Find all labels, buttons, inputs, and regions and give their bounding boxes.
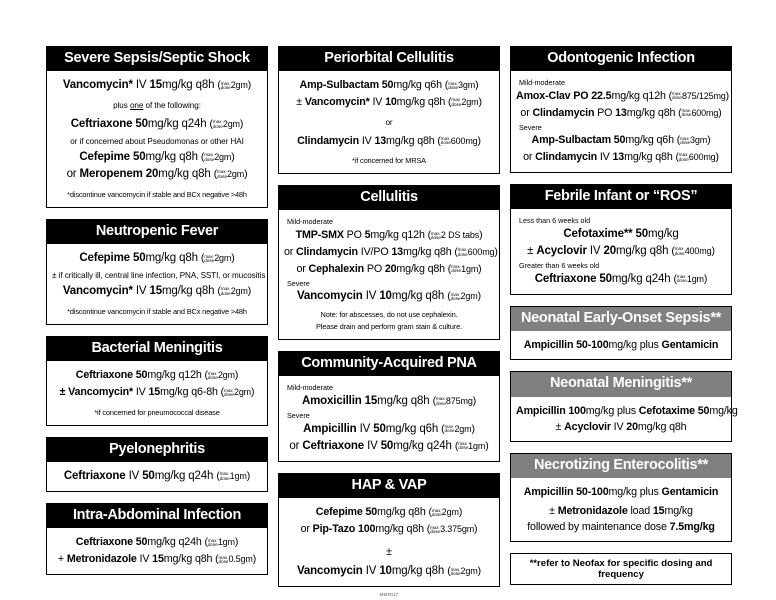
regimen-line <box>284 77 494 94</box>
column-right <box>510 46 738 585</box>
regimen-line <box>516 88 730 105</box>
dose: 50 <box>142 469 155 482</box>
severity-label-mild-moderate: Mild-moderate <box>519 78 565 88</box>
route: IV <box>610 420 627 433</box>
regimen-line <box>52 77 262 94</box>
max-dose-value: 1gm <box>468 440 486 451</box>
frequency: mg/kg q12h <box>370 229 428 242</box>
max-dose: ( max dose 600mg) <box>678 106 722 119</box>
frequency: mg/kg q8h <box>637 420 687 433</box>
max-dose-value: 400mg <box>684 245 712 256</box>
drug-name: Ampicillin 50-100 <box>523 339 609 352</box>
drug-name: Cefotaxime** 50 <box>563 227 649 240</box>
dose: 20 <box>626 420 638 433</box>
max-dose: ( max dose 2gm) <box>428 506 463 519</box>
max-dose-value: 600mg <box>691 107 719 118</box>
drug-name: Meropenem 20 <box>79 168 159 181</box>
route: IV <box>125 469 143 482</box>
max-dose-value: 1gm <box>217 537 235 548</box>
frequency: mg/kg q8h <box>386 134 438 147</box>
frequency: mg/kg q8h <box>626 106 679 119</box>
dose: 7.5mg/kg <box>669 521 715 534</box>
max-dose: ( max dose 1gm) <box>673 272 708 285</box>
column-left <box>46 46 268 586</box>
max-dose: ( max dose 2gm) <box>217 285 252 298</box>
regimen-line: or Clindamycin IV 13mg/kg q8h ( max dose 600mg) <box>523 151 719 164</box>
drug-name: Ceftriaxone 50 <box>534 272 612 285</box>
route: IV <box>133 386 149 399</box>
severity-label-severe: Severe <box>519 122 542 132</box>
regimen-line <box>52 534 262 551</box>
regimen-line: ± Vancomycin* IV 10mg/kg q8h ( max dose 2gm) <box>296 96 482 109</box>
route: IV <box>362 565 380 578</box>
max-dose-value: 2gm <box>217 370 235 381</box>
drug-name: Ampicillin <box>303 422 357 435</box>
panel-columns <box>46 46 738 598</box>
panel-body <box>47 361 267 424</box>
regimen-line: Ampicillin 50-100mg/kg plus Gentamicin <box>523 339 719 352</box>
max-dose-value: 2gm <box>461 97 479 108</box>
max-dose-value: 0.5gm <box>228 554 253 565</box>
route: IV <box>369 96 386 109</box>
drug-name: Gentamicin <box>661 339 719 352</box>
note-line: Please drain and perform gram stain & culture. <box>316 322 462 332</box>
frequency: mg/kg q8h <box>396 262 448 275</box>
regimen-line <box>284 504 494 521</box>
route: PO <box>364 262 385 275</box>
regimen-line <box>516 226 726 243</box>
regimen-line <box>284 227 494 244</box>
panel-body <box>47 462 267 491</box>
max-dose: ( max dose 2gm) <box>213 168 248 181</box>
panel-neonatal-meningitis <box>510 371 738 441</box>
age-label-less-than-6-weeks: Less than 6 weeks old <box>519 216 591 226</box>
max-dose: ( max dose 875mg) <box>432 394 477 407</box>
panel-community-acquired-pna <box>278 351 500 462</box>
panel-bacterial-meningitis <box>46 336 268 426</box>
regimen-line: + Metronidazole IV 15mg/kg q8h ( max dose 0.5gm) <box>57 553 257 566</box>
max-dose-value: 1gm <box>686 273 704 284</box>
dose: 15 <box>652 505 665 518</box>
frequency: mg/kg q24h <box>611 272 674 285</box>
dose: 10 <box>379 290 392 303</box>
drug-name: Clindamycin <box>296 245 358 258</box>
max-dose: ( max dose 875/125mg) <box>668 89 730 102</box>
drug-name: Vancomycin* <box>62 285 133 298</box>
regimen-line: ± Acyclovir IV 20mg/kg q8h <box>555 420 687 433</box>
severity-label-severe: Severe <box>287 278 310 288</box>
max-dose-value: 875/125mg <box>681 90 726 101</box>
panel-title: HAP & VAP <box>279 474 499 498</box>
regimen-line: or Pip-Tazo 100mg/kg q8h ( max dose 3.375gm) <box>300 523 478 536</box>
frequency: mg/kg q6h <box>625 134 677 147</box>
condition-note: ± if critically ill, central line infection, PNA, SSTI, or mucositis <box>52 271 266 281</box>
dose: 13 <box>391 245 403 258</box>
panel-body <box>511 397 738 441</box>
drug-name: Acyclovir <box>536 244 587 257</box>
drug-name: Clindamycin <box>532 106 595 119</box>
drug-name: Ceftriaxone <box>63 469 126 482</box>
panel-footnote: *discontinue vancomycin if stable and BCx negative >48h <box>67 190 247 200</box>
panel-footnote: *if concerned for pneumococcal disease <box>94 407 220 417</box>
frequency: mg/kg q24h <box>147 536 205 549</box>
panel-body <box>279 71 499 173</box>
max-dose-value: 600mg <box>467 246 495 257</box>
route: IV <box>132 285 150 298</box>
max-dose: ( max dose 3.375gm) <box>426 523 478 536</box>
max-dose: ( max dose 2gm) <box>448 96 482 109</box>
route: PO <box>594 106 616 119</box>
route: IV <box>359 134 375 147</box>
regimen-line <box>52 468 262 485</box>
regimen-line <box>284 421 494 438</box>
max-dose: ( max dose 600mg) <box>675 151 719 164</box>
frequency: mg/kg q6h <box>393 79 445 92</box>
max-dose-value: 2 DS tabs <box>440 230 480 241</box>
drug-name: Cefepime 50 <box>79 150 146 163</box>
max-dose-value: 3gm <box>458 80 476 91</box>
drug-name: Amp-Sulbactam 50 <box>299 79 394 92</box>
panel-title: Community-Acquired PNA <box>279 352 499 376</box>
frequency: mg/kg q12h <box>147 369 205 382</box>
panel-title: Periorbital Cellulitis <box>279 47 499 71</box>
frequency: mg/kg q8h <box>391 290 448 303</box>
regimen-line <box>284 393 494 410</box>
max-dose-value: 2gm <box>460 566 478 577</box>
drug-name: Cephalexin <box>308 262 365 275</box>
dose: 13 <box>374 134 387 147</box>
panel-necrotizing-enterocolitis <box>510 453 732 543</box>
sheet-code: MM#017 <box>379 592 399 598</box>
frequency: mg/kg q8h <box>161 79 218 92</box>
panel-body <box>279 376 499 461</box>
regimen-line <box>52 116 262 133</box>
panel-body <box>511 209 731 294</box>
regimen-line: ± Acyclovir IV 20mg/kg q8h ( max dose 400mg) <box>527 244 715 257</box>
max-dose: ( max dose 2gm) <box>447 290 481 303</box>
max-dose: ( max dose 1gm) <box>447 262 482 275</box>
max-dose: ( max dose 600mg) <box>454 245 498 258</box>
regimen-line <box>52 283 262 300</box>
dose: 10 <box>379 565 392 578</box>
dose: 15 <box>148 386 161 399</box>
severity-label-severe: Severe <box>287 411 310 421</box>
max-dose-value: 2gm <box>227 169 245 180</box>
frequency: mg/kg q8h <box>624 151 676 164</box>
max-dose-value: 2gm <box>230 80 248 91</box>
panel-intra-abdominal-infection <box>46 503 268 575</box>
max-dose-value: 1gm <box>229 470 247 481</box>
max-dose-value: 875mg <box>445 395 473 406</box>
route: IV <box>362 290 380 303</box>
regimen-line <box>516 271 726 288</box>
panel-neonatal-early-onset-sepsis <box>510 306 732 360</box>
panel-body <box>511 71 731 172</box>
panel-body <box>47 528 267 574</box>
max-dose: ( max dose 1gm) <box>454 439 489 452</box>
route: IV <box>597 151 613 164</box>
panel-odontogenic-infection <box>510 46 732 173</box>
max-dose-value: 3gm <box>690 135 708 146</box>
drug-name: Ampicillin 50-100 <box>523 485 609 498</box>
drug-name: Clindamycin <box>535 151 598 164</box>
route: IV <box>364 439 381 452</box>
dose: 13 <box>612 151 625 164</box>
drug-name: Vancomycin <box>297 290 363 303</box>
dose: 50 <box>373 422 386 435</box>
drug-name: TMP-SMX <box>295 229 344 242</box>
column-middle <box>278 46 500 597</box>
frequency: mg/kg q8h <box>615 244 672 257</box>
panel-title: Neonatal Early-Onset Sepsis** <box>511 307 731 331</box>
drug-name: Ceftriaxone <box>302 439 365 452</box>
drug-name: Metronidazole <box>557 505 628 518</box>
max-dose: ( max dose 1gm) <box>204 536 239 549</box>
drug-name: Amp-Sulbactam 50 <box>531 134 626 147</box>
panel-body <box>279 210 499 339</box>
dose: 10 <box>385 96 397 109</box>
frequency: mg/kg q8h <box>161 285 218 298</box>
panel-body <box>511 478 731 541</box>
drug-name: Ampicillin 100 <box>516 404 586 417</box>
frequency: mg/kg q8h <box>145 150 201 163</box>
frequency: mg/kg q8h <box>377 506 429 519</box>
frequency: mg/kg q8h <box>402 245 455 258</box>
max-dose-value: 2gm <box>222 119 240 130</box>
route: IV <box>586 244 604 257</box>
panel-footnote: *if concerned for MRSA <box>352 156 426 166</box>
frequency: mg/kg q12h <box>611 89 669 102</box>
max-dose-value: 2gm <box>230 286 248 297</box>
regimen-line: Ampicillin 100mg/kg plus Cefotaxime 50mg/kg <box>516 404 738 417</box>
regimen-line: or Ceftriaxone IV 50mg/kg q24h ( max dose 1gm) <box>289 439 489 452</box>
regimen-line: or Meropenem 20mg/kg q8h ( max dose 2gm) <box>66 168 248 181</box>
max-dose-value: 2gm <box>214 253 232 264</box>
max-dose-value: 2gm <box>460 291 478 302</box>
regimen-line <box>284 563 494 580</box>
max-dose: ( max dose 2gm) <box>200 252 235 265</box>
panel-body <box>279 498 499 586</box>
panel-note <box>284 305 494 333</box>
max-dose-value: 3.375gm <box>440 524 475 535</box>
emphasis-one: one <box>129 101 144 111</box>
frequency: mg/kg q8h <box>391 565 448 578</box>
condition-note: or if concerned about Pseudomonas or other HAI <box>70 137 244 147</box>
drug-name: Vancomycin* <box>304 96 370 109</box>
frequency: mg/kg q8h <box>145 252 201 265</box>
panel-cellulitis <box>278 185 500 340</box>
drug-name: Acyclovir <box>564 420 611 433</box>
panel-periorbital-cellulitis <box>278 46 500 174</box>
max-dose-stack: max dose <box>220 80 231 90</box>
connector-line: or <box>385 117 393 127</box>
regimen-line: ± Vancomycin* IV 15mg/kg q6-8h ( max dose 2gm) <box>59 386 255 399</box>
drug-name: Cefepime 50 <box>315 506 378 519</box>
panel-neutropenic-fever <box>46 219 268 325</box>
frequency: mg/kg q6h <box>385 422 442 435</box>
route: IV/PO <box>357 245 392 258</box>
drug-name: Amox-Clav PO 22.5 <box>516 89 612 102</box>
drug-name: Amoxicillin 15 <box>301 394 378 407</box>
dose: 15 <box>149 79 162 92</box>
dose: 13 <box>615 106 627 119</box>
max-dose: ( max dose 2gm) <box>204 369 239 382</box>
panel-title: Cellulitis <box>279 186 499 210</box>
severity-label-mild-moderate: Mild-moderate <box>287 217 333 227</box>
regimen-line <box>284 288 494 305</box>
regimen-line: ± Metronidazole load 15mg/kg <box>549 505 693 518</box>
max-dose-value: 2gm <box>441 507 459 518</box>
max-dose: ( max dose 2 DS tabs) <box>427 229 483 242</box>
frequency: mg/kg q8h <box>375 523 427 536</box>
regimen-line: or Clindamycin PO 13mg/kg q8h ( max dose 600mg) <box>520 106 722 119</box>
neonatal-footnote: **refer to Neofax for specific dosing and frequency <box>510 553 732 585</box>
panel-body <box>47 244 267 324</box>
route: PO <box>343 229 365 242</box>
frequency: mg/kg <box>648 227 679 240</box>
max-dose: ( max dose 400mg) <box>671 244 715 257</box>
dose: 5 <box>364 229 371 242</box>
connector-line: plus one of the following: <box>113 101 201 111</box>
drug-name: Vancomycin* <box>68 386 134 399</box>
note-line: Note: for abscesses, do not use cephalexin. <box>320 310 458 320</box>
dose: 15 <box>152 553 164 566</box>
age-label-greater-than-6-weeks: Greater than 6 weeks old <box>519 261 600 271</box>
frequency: mg/kg q8h <box>163 553 216 566</box>
regimen-line: or Clindamycin IV/PO 13mg/kg q8h ( max dose 600mg) <box>284 245 498 258</box>
regimen-line <box>516 132 726 149</box>
drug-name: Pip-Tazo 100 <box>312 523 376 536</box>
max-dose-value: 2gm <box>454 423 472 434</box>
max-dose: ( max dose 600mg) <box>437 134 481 147</box>
frequency: mg/kg q8h <box>396 96 449 109</box>
max-dose-value: 600mg <box>450 135 478 146</box>
drug-name: Ceftriaxone 50 <box>75 369 148 382</box>
regimen-line <box>284 133 494 150</box>
max-dose: ( max dose 2gm) <box>217 79 252 92</box>
max-dose: ( max dose 3gm) <box>444 79 479 92</box>
panel-body <box>511 331 731 359</box>
panel-title: Severe Sepsis/Septic Shock <box>47 47 267 71</box>
frequency: mg/kg q24h <box>147 118 210 131</box>
regimen-line <box>52 250 262 267</box>
frequency: mg/kg q24h <box>393 439 455 452</box>
drug-name: Cefotaxime 50 <box>638 404 710 417</box>
dose: 20 <box>603 244 616 257</box>
max-dose: ( max dose 3gm) <box>676 134 711 147</box>
max-dose: ( max dose 2gm) <box>209 118 244 131</box>
max-dose: ( max dose 1gm) <box>216 469 251 482</box>
panel-pyelonephritis <box>46 437 268 492</box>
regimen-line: or Cephalexin PO 20mg/kg q8h ( max dose 1gm) <box>296 262 482 275</box>
drug-name: Vancomycin* <box>62 79 133 92</box>
frequency: mg/kg q8h <box>158 168 214 181</box>
max-dose-value: 2gm <box>214 151 232 162</box>
frequency: mg/kg q8h <box>377 394 433 407</box>
panel-title: Intra-Abdominal Infection <box>47 504 267 528</box>
panel-febrile-infant <box>510 184 732 295</box>
panel-footnote: *discontinue vancomycin if stable and BCx negative >48h <box>67 307 247 317</box>
drug-name: Clindamycin <box>297 134 360 147</box>
max-dose: ( max dose 0.5gm) <box>215 553 257 566</box>
dose: 15 <box>149 285 162 298</box>
route: IV <box>356 422 374 435</box>
panel-title: Necrotizing Enterocolitis** <box>511 454 731 478</box>
panel-title: Neonatal Meningitis** <box>511 372 731 396</box>
dose: 50 <box>380 439 394 452</box>
max-dose: ( max dose 2gm) <box>220 386 255 399</box>
panel-title: Bacterial Meningitis <box>47 337 267 361</box>
max-dose: ( max dose 2gm) <box>200 150 235 163</box>
max-dose-value: 1gm <box>461 263 479 274</box>
drug-name: Ceftriaxone 50 <box>75 536 148 549</box>
drug-name: Cefepime 50 <box>79 252 146 265</box>
regimen-line <box>52 149 262 166</box>
max-dose: ( max dose 2gm) <box>447 565 481 578</box>
connector-line: ± <box>386 545 392 558</box>
route: IV <box>136 553 153 566</box>
drug-name: Ceftriaxone 50 <box>70 118 148 131</box>
panel-title: Pyelonephritis <box>47 438 267 462</box>
panel-severe-sepsis <box>46 46 268 208</box>
panel-title: Odontogenic Infection <box>511 47 731 71</box>
panel-title: Febrile Infant or “ROS” <box>511 185 731 209</box>
regimen-line <box>52 367 262 384</box>
max-dose-value: 2gm <box>233 387 252 398</box>
panel-hap-vap <box>278 473 500 587</box>
drug-name: Vancomycin <box>297 565 363 578</box>
severity-label-mild-moderate: Mild-moderate <box>287 383 333 393</box>
drug-name: Metronidazole <box>66 553 137 566</box>
dose: 20 <box>384 262 397 275</box>
max-dose-value: 600mg <box>688 152 716 163</box>
regimen-line: Ampicillin 50-100mg/kg plus Gentamicin <box>523 485 719 498</box>
max-dose: ( max dose 2gm) <box>441 422 475 435</box>
regimen-line: followed by maintenance dose 7.5mg/kg <box>527 521 715 534</box>
frequency: mg/kg q24h <box>154 469 217 482</box>
drug-name: Gentamicin <box>661 485 719 498</box>
route: IV <box>132 79 150 92</box>
frequency: mg/kg q6-8h <box>160 386 221 399</box>
panel-title: Neutropenic Fever <box>47 220 267 244</box>
panel-body <box>47 71 267 207</box>
